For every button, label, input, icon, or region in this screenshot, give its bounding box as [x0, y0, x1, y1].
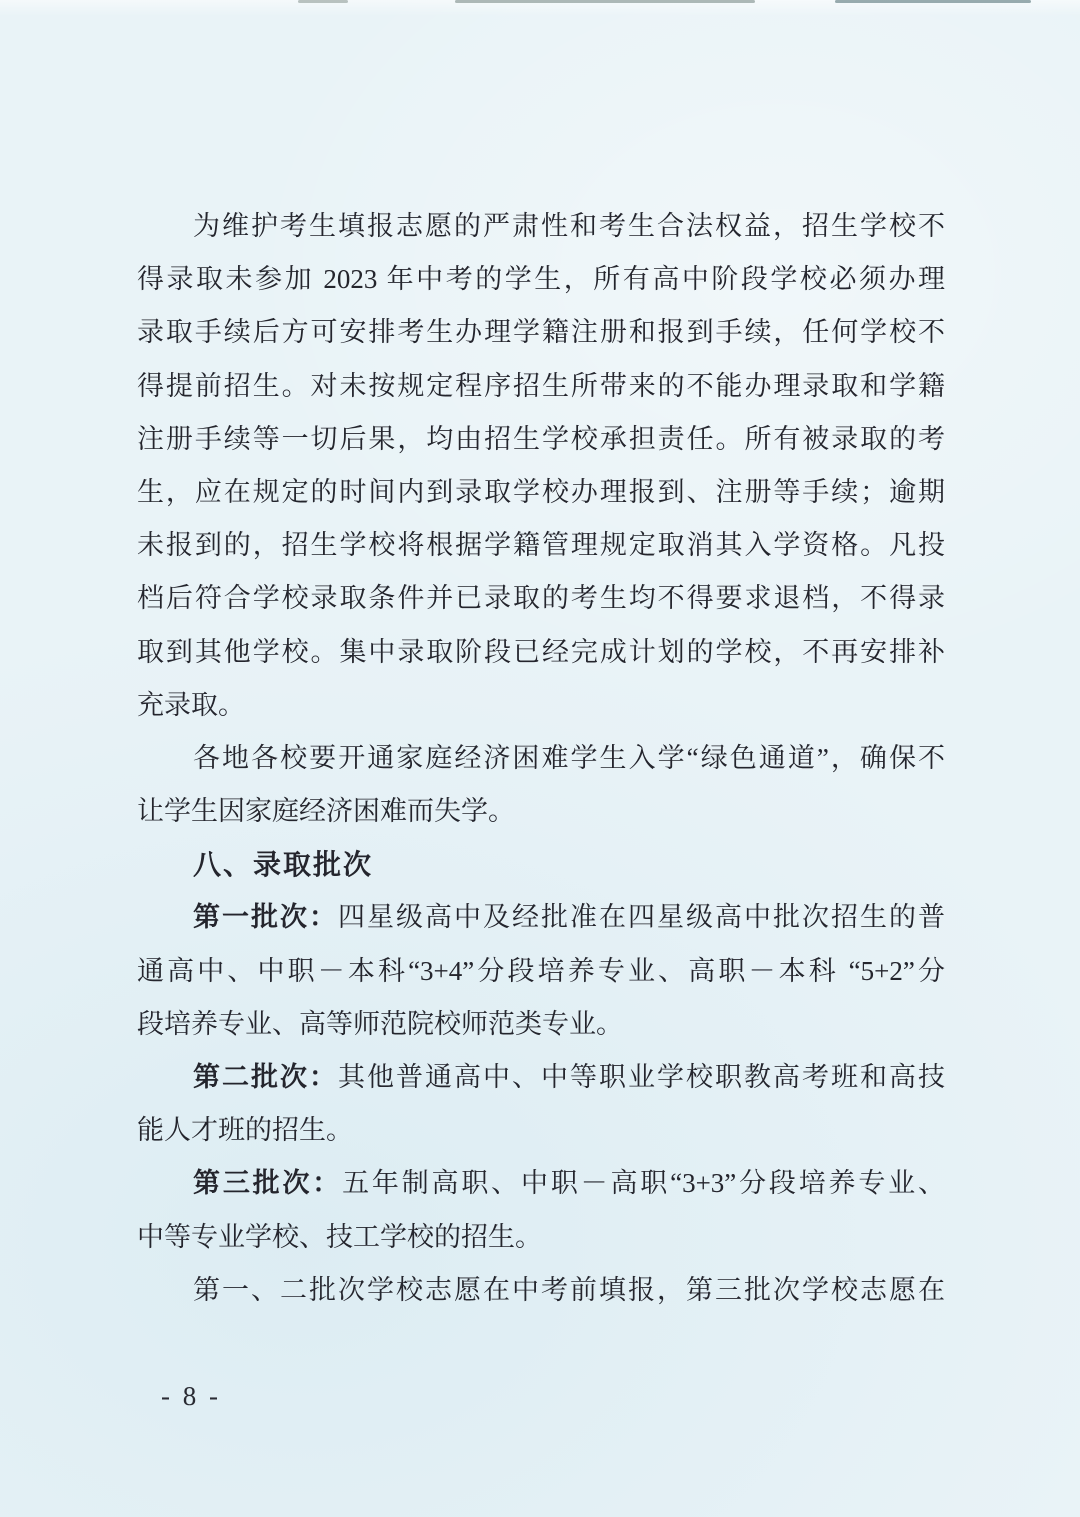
text-line: 各地各校要开通家庭经济困难学生入学“绿色通道”，确保不: [193, 742, 945, 773]
text-line: 生，应在规定的时间内到录取学校办理报到、注册等手续；逾期: [137, 476, 945, 507]
text-line: 能人才班的招生。: [137, 1115, 353, 1146]
text-line: 档后符合学校录取条件并已录取的考生均不得要求退档，不得录: [137, 583, 945, 614]
text-line: 第一、二批次学校志愿在中考前填报，第三批次学校志愿在: [193, 1274, 945, 1305]
scan-artifact: [455, 0, 755, 3]
page-number: - 8 -: [161, 1381, 221, 1411]
text-line: 第一批次：四星级高中及经批准在四星级高中批次招生的普: [193, 902, 945, 933]
batch-label: 第二批次：: [193, 1062, 338, 1092]
text-line: 让学生因家庭经济困难而失学。: [137, 796, 515, 827]
scan-artifact: [298, 0, 348, 3]
text-line: 充录取。: [137, 689, 245, 720]
batch-label: 第三批次：: [193, 1168, 343, 1199]
text-line: 中等专业学校、技工学校的招生。: [137, 1221, 542, 1252]
text-line: 八、录取批次: [193, 849, 374, 881]
text-line: 为维护考生填报志愿的严肃性和考生合法权益，招生学校不: [193, 211, 945, 241]
text-line: 得录取未参加 2023 年中考的学生，所有高中阶段学校必须办理: [137, 264, 945, 295]
text-line: 注册手续等一切后果，均由招生学校承担责任。所有被录取的考: [137, 423, 945, 454]
scan-artifact: [835, 0, 1031, 3]
text-line: 第三批次：五年制高职、中职－高职“3+3”分段培养专业、: [193, 1168, 945, 1199]
text-line: 第二批次：其他普通高中、中等职业学校职教高考班和高技: [193, 1062, 945, 1092]
document-text: [137, 200, 945, 1317]
text-line: 通高中、中职－本科“3+4”分段培养专业、高职－本科 “5+2”分: [137, 955, 945, 986]
text-line: 未报到的，招生学校将根据学籍管理规定取消其入学资格。凡投: [137, 530, 945, 561]
text-line: 段培养专业、高等师范院校师范类专业。: [137, 1008, 623, 1039]
batch-label: 第一批次：: [193, 902, 338, 933]
text-line: 录取手续后方可安排考生办理学籍注册和报到手续，任何学校不: [137, 317, 945, 348]
text-line: 得提前招生。对未按规定程序招生所带来的不能办理录取和学籍: [137, 370, 945, 401]
text-line: 取到其他学校。集中录取阶段已经完成计划的学校，不再安排补: [137, 636, 945, 667]
